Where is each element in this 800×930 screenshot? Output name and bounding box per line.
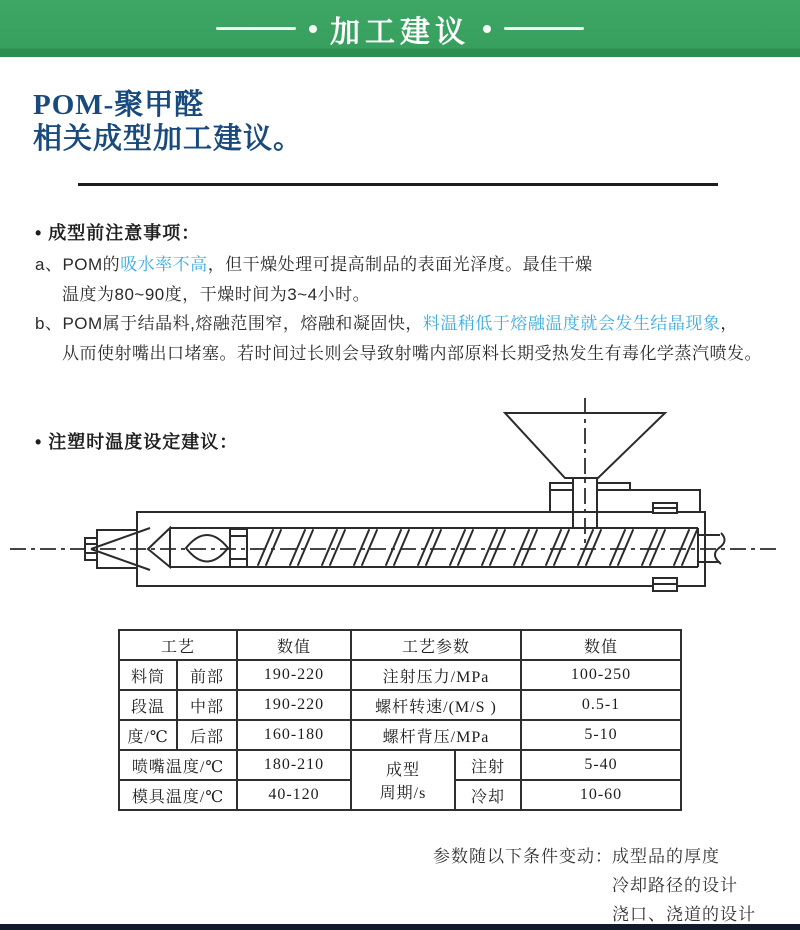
note-b-line2: 从而使射嘴出口堵塞。若时间过长则会导致射嘴内部原料长期受热发生有毒化学蒸汽喷发。 xyxy=(62,344,762,363)
banner-line-left-icon xyxy=(216,27,296,30)
table-row xyxy=(119,720,681,750)
table-row xyxy=(119,750,681,780)
footnote-items xyxy=(612,842,756,929)
table-row xyxy=(119,690,681,720)
header-banner xyxy=(0,0,800,57)
table-header-row xyxy=(119,630,681,660)
banner-title: 加工建议 xyxy=(330,15,470,49)
table-cell: 180-210 xyxy=(237,750,351,780)
cycle-cell xyxy=(351,750,455,810)
table-cell: 注射 xyxy=(455,750,521,780)
table-cell: 前部 xyxy=(177,660,237,690)
table-cell: 190-220 xyxy=(237,690,351,720)
note-a-rest: ，但干燥处理可提高制品的表面光泽度。最佳干燥 xyxy=(207,255,593,274)
banner-line-right-icon xyxy=(504,27,584,30)
banner-dot-right-icon xyxy=(483,25,491,33)
table-cell: 螺杆转速/(M/S ) xyxy=(351,690,521,720)
hopper-icon xyxy=(505,398,665,543)
table-cell: 料筒 xyxy=(119,660,177,690)
table-row xyxy=(119,660,681,690)
table-cell: 工艺 xyxy=(119,630,237,660)
screw-tip xyxy=(148,528,247,567)
table-cell: 0.5-1 xyxy=(521,690,681,720)
cycle-label-line2: 周期/s xyxy=(379,785,427,802)
note-a-highlight: 吸水率不高 xyxy=(120,255,208,274)
table-cell: 度/℃ xyxy=(119,720,177,750)
table-cell: 段温 xyxy=(119,690,177,720)
note-a-line1 xyxy=(35,250,593,275)
table-cell: 5-10 xyxy=(521,720,681,750)
bolt-bottom xyxy=(653,578,677,591)
note-a-prefix: a、POM的 xyxy=(35,255,121,274)
bottom-bar xyxy=(0,924,800,930)
table-cell: 160-180 xyxy=(237,720,351,750)
title-divider xyxy=(78,183,718,186)
footnote-item: 冷却路径的设计 xyxy=(612,876,738,895)
cycle-label-line1: 成型 xyxy=(385,762,420,779)
table-cell: 冷却 xyxy=(455,780,521,810)
footnote-item: 成型品的厚度 xyxy=(612,847,720,866)
doc-title xyxy=(33,88,303,156)
note-b-rest: ， xyxy=(720,314,738,333)
doc-title-line2: 相关成型加工建议。 xyxy=(33,123,304,155)
note-b-highlight: 料温稍低于熔融温度就会发生结晶现象 xyxy=(422,314,721,333)
heading-temperature: • 注塑时温度设定建议： xyxy=(35,432,239,452)
table-cell: 100-250 xyxy=(521,660,681,690)
table-cell: 5-40 xyxy=(521,750,681,780)
note-b-line1 xyxy=(35,309,738,334)
doc-title-line1: POM-聚甲醛 xyxy=(33,89,205,121)
footnote-label: 参数随以下条件变动： xyxy=(433,847,613,866)
bolt-top xyxy=(653,503,677,513)
process-table xyxy=(118,629,682,811)
footnote-item: 浇口、浇道的设计 xyxy=(612,905,756,924)
note-b-prefix: b、POM属于结晶料,熔融范围窄，熔融和凝固快， xyxy=(35,314,423,333)
table-cell: 10-60 xyxy=(521,780,681,810)
table-cell: 40-120 xyxy=(237,780,351,810)
table-cell: 注射压力/MPa xyxy=(351,660,521,690)
table-cell: 数值 xyxy=(521,630,681,660)
screw-flights xyxy=(258,530,697,565)
table-cell: 工艺参数 xyxy=(351,630,521,660)
banner-dot-left-icon xyxy=(309,25,317,33)
table-cell: 190-220 xyxy=(237,660,351,690)
table-cell: 后部 xyxy=(177,720,237,750)
note-a-line2: 温度为80~90度，干燥时间为3~4小时。 xyxy=(62,285,371,304)
table-cell: 模具温度/℃ xyxy=(119,780,237,810)
heading-pre-molding: • 成型前注意事项： xyxy=(35,223,201,243)
table-cell: 数值 xyxy=(237,630,351,660)
table-cell: 喷嘴温度/℃ xyxy=(119,750,237,780)
table-cell: 中部 xyxy=(177,690,237,720)
table-cell: 螺杆背压/MPa xyxy=(351,720,521,750)
